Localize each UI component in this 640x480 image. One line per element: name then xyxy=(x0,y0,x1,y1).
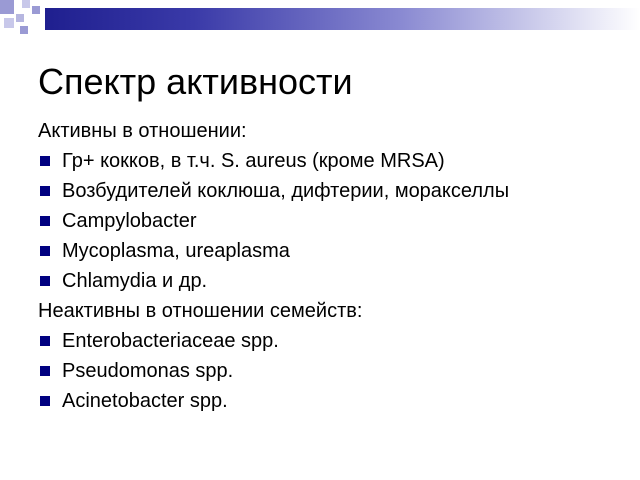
bullet-list-inactive xyxy=(38,329,608,413)
bullet-text: Campylobacter xyxy=(62,210,197,232)
bullet-text: Гр+ кокков, в т.ч. S. aureus (кроме MRSA) xyxy=(62,150,445,172)
bullet-item xyxy=(38,269,608,293)
slide-content xyxy=(38,119,608,419)
decorative-gradient-band xyxy=(45,8,640,30)
bullet-text: Enterobacteriaceae spp. xyxy=(62,330,279,352)
square-bullet-icon xyxy=(40,216,50,226)
square-bullet-icon xyxy=(40,246,50,256)
bullet-text: Chlamydia и др. xyxy=(62,270,208,292)
bullet-item xyxy=(38,149,608,173)
section-heading-active: Активны в отношении: xyxy=(38,120,247,142)
bullet-text: Acinetobacter spp. xyxy=(62,390,228,412)
bullet-item xyxy=(38,389,608,413)
square-bullet-icon xyxy=(40,336,50,346)
square-bullet-icon xyxy=(40,276,50,286)
bullet-text: Возбудителей коклюша, дифтерии, моракселлы xyxy=(62,180,510,202)
square-bullet-icon xyxy=(40,366,50,376)
section-heading-inactive: Неактивны в отношении семейств: xyxy=(38,300,363,322)
square-bullet-icon xyxy=(40,186,50,196)
bullet-list-active xyxy=(38,149,608,293)
bullet-item xyxy=(38,359,608,383)
square-bullet-icon xyxy=(40,156,50,166)
bullet-item xyxy=(38,239,608,263)
bullet-item xyxy=(38,329,608,353)
slide-title: Спектр активности xyxy=(38,61,353,102)
square-bullet-icon xyxy=(40,396,50,406)
bullet-item xyxy=(38,209,608,233)
bullet-item xyxy=(38,179,608,203)
bullet-text: Pseudomonas spp. xyxy=(62,360,234,382)
bullet-text: Mycoplasma, ureaplasma xyxy=(62,240,290,262)
